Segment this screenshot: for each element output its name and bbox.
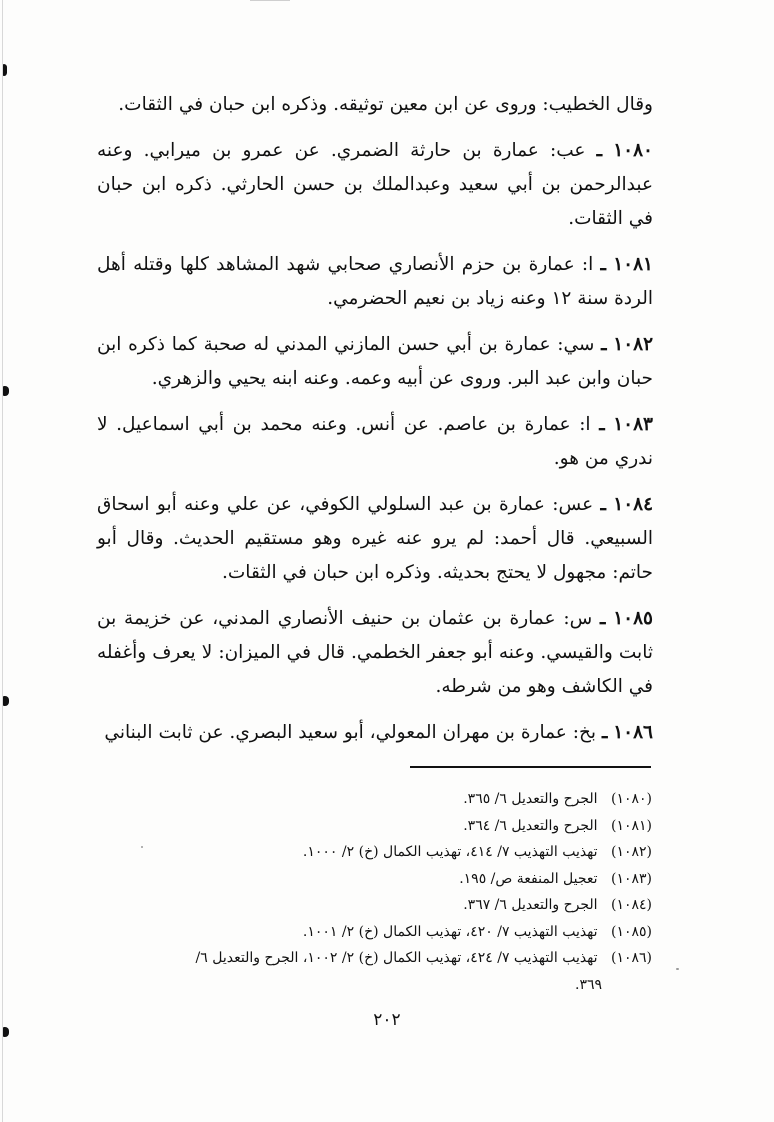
footnote-separator (410, 766, 651, 768)
scan-top-mark (250, 0, 290, 1)
footnote-item (80, 786, 652, 813)
main-text (97, 88, 653, 762)
scan-speck (676, 968, 679, 970)
footnote-number: (١٠٨٢) (610, 844, 652, 860)
entry-number: ١٠٨١ (613, 254, 653, 275)
entry-number: ١٠٨٢ (613, 334, 654, 355)
entry-paragraph (97, 134, 653, 236)
entry-paragraph (97, 328, 653, 396)
entry-dash: ـ (600, 608, 606, 629)
entry-dash: ـ (599, 414, 605, 435)
binding-hole-mark (3, 386, 9, 396)
entry-number: ١٠٨٦ (613, 722, 653, 743)
entry-paragraph (97, 716, 653, 750)
binding-hole-mark (3, 64, 7, 76)
entry-text: س: عمارة بن عثمان بن حنيف الأنصاري المدني، عن خزيمة بن ثابت والقيسي. وعنه أبو جعفر الخطمي. قال في الميزان: لا يعرف وأغفله في الكاشف وهو من شرطه. (97, 608, 653, 697)
footnote-item (80, 945, 652, 972)
footnote-number: (١٠٨٦) (610, 950, 652, 966)
footnote-text: الجرح والتعديل ٦/ ٣٦٤. (463, 817, 598, 834)
entry-paragraph (97, 602, 653, 704)
footnote-number: (١٠٨١) (610, 817, 652, 834)
footnote-text: الجرح والتعديل ٦/ ٣٦٧. (463, 897, 598, 913)
footnote-item (80, 866, 652, 893)
footnote-text: تهذيب التهذيب ٧/ ٤٢٤، تهذيب الكمال (خ) ٢/ ١٠٠٢، الجرح والتعديل ٦/ (195, 950, 598, 966)
entry-number: ١٠٨٠ (613, 140, 653, 161)
intro-paragraph: وقال الخطيب: وروى عن ابن معين توثيقه. وذكره ابن حبان في الثقات. (118, 94, 653, 115)
footnote-item (80, 892, 652, 919)
entry-number: ١٠٨٤ (613, 494, 654, 515)
entry-paragraph (97, 408, 653, 476)
entry-paragraph (97, 248, 653, 316)
footnote-number: (١٠٨٥) (610, 923, 652, 940)
entry-text: بخ: عمارة بن مهران المعولي، أبو سعيد البصري. عن ثابت البناني (104, 722, 597, 743)
footnote-text: تهذيب التهذيب ٧/ ٤١٤، تهذيب الكمال (خ) ٢/ ١٠٠٠. (302, 844, 598, 860)
entry-text: عب: عمارة بن حارثة الضمري. عن عمرو بن ميرابي. وعنه عبدالرحمن بن أبي سعيد وعبدالملك بن حسن الحارثي. ذكره ابن حبان في الثقات. (97, 140, 653, 229)
footnote-continuation: ٣٦٩. (574, 976, 602, 993)
footnote-item (80, 919, 652, 946)
entry-dash: ـ (601, 334, 607, 355)
binding-hole-mark (3, 696, 9, 706)
footnotes-list (80, 786, 652, 998)
entry-dash: ـ (600, 494, 606, 515)
footnote-number: (١٠٨٠) (610, 791, 652, 807)
entry-text: ا: عمارة بن حزم الأنصاري صحابي شهد المشاهد كلها وقتله أهل الردة سنة ١٢ وعنه زياد بن نعيم الحضرمي. (97, 254, 653, 309)
entry-text: سي: عمارة بن أبي حسن المازني المدني له صحبة كما ذكره ابن حبان وابن عبد البر. وروى عن أبيه وعمه. وعنه ابنه يحيي والزهري. (97, 334, 653, 389)
footnote-text: تعجيل المنفعة ص/ ١٩٥. (459, 870, 598, 887)
footnote-text: تهذيب التهذيب ٧/ ٤٢٠، تهذيب الكمال (خ) ٢/ ١٠٠١. (302, 923, 598, 940)
entry-paragraph (97, 488, 653, 590)
entry-text: عس: عمارة بن عبد السلولي الكوفي، عن علي وعنه أبو اسحاق السبيعي. قال أحمد: لم يرو عنه غيره وهو مستقيم الحديث. وقال أبو حاتم: مجهول لا يحتج بحديثه. وذكره ابن حبان في الثقات. (97, 494, 653, 583)
footnote-number: (١٠٨٣) (610, 870, 652, 887)
page-number: ٢٠٢ (373, 1010, 401, 1030)
footnote-item (80, 839, 652, 866)
footnote-text: الجرح والتعديل ٦/ ٣٦٥. (463, 791, 598, 807)
entry-number: ١٠٨٥ (613, 608, 653, 629)
entry-number: ١٠٨٣ (613, 414, 653, 435)
entry-dash: ـ (596, 140, 603, 161)
footnote-number: (١٠٨٤) (610, 897, 652, 913)
entry-text: ا: عمارة بن عاصم. عن أنس. وعنه محمد بن أبي اسماعيل. لا ندري من هو. (97, 414, 653, 469)
scan-edge-line (2, 0, 3, 1122)
entry-dash: ـ (600, 254, 606, 275)
entry-dash: ـ (601, 722, 608, 743)
footnote-item (80, 813, 652, 840)
